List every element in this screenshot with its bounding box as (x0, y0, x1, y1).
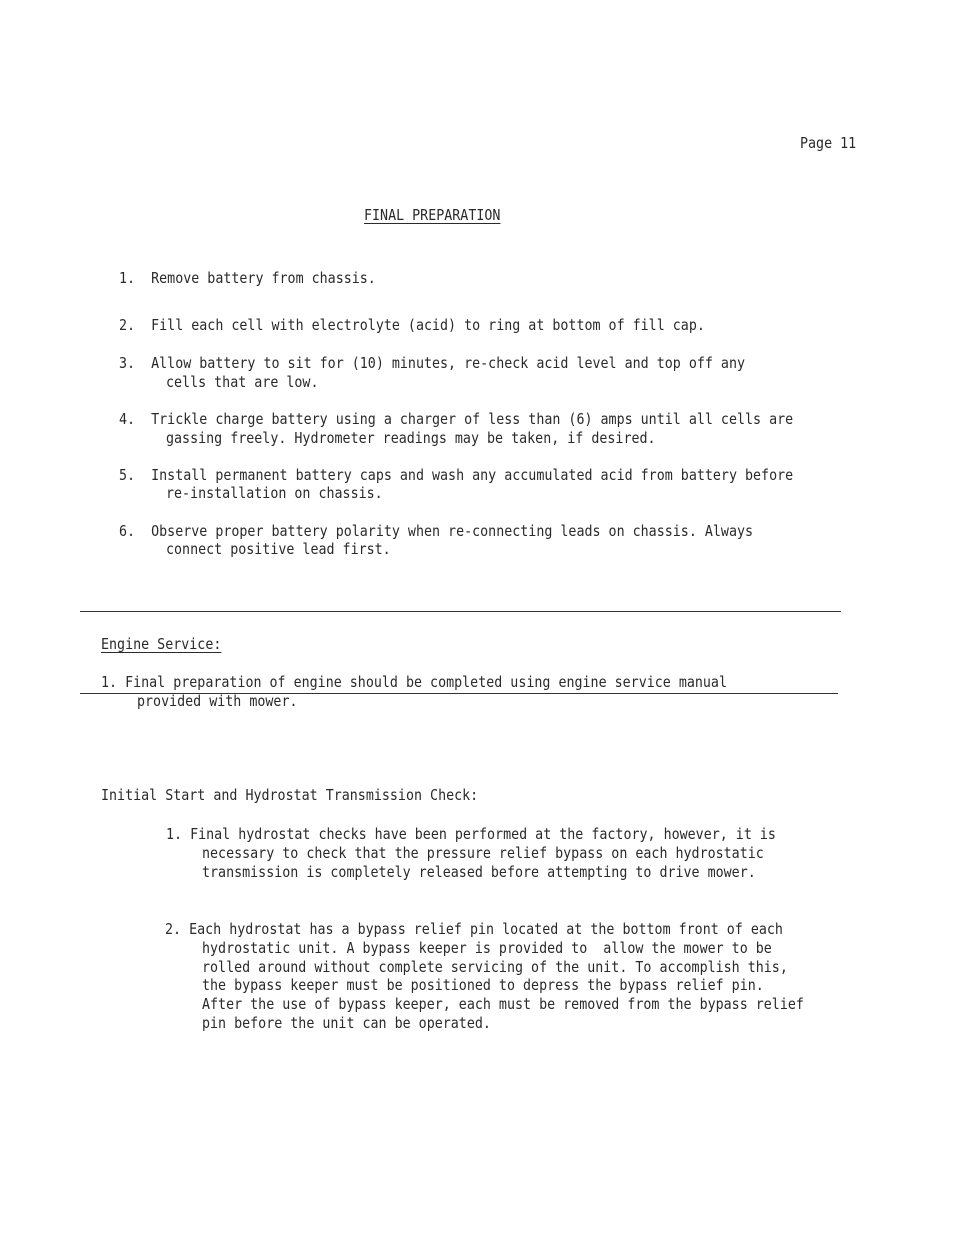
engine-service-heading: Engine Service: (100, 635, 222, 653)
step-4-continuation: gassing freely. Hydrometer readings may be taken, if desired. (166, 429, 656, 447)
item-2-line-4: the bypass keeper must be positioned to depress the bypass relief pin. (202, 976, 765, 994)
engine-service-line-2: provided with mower. (136, 692, 298, 710)
engine-service-bottom-rule (80, 693, 838, 694)
item-2-line-6: pin before the unit can be operated. (202, 1014, 492, 1032)
step-1: 1. Remove battery from chassis. (119, 269, 377, 287)
item-2-line-2: hydrostatic unit. A bypass keeper is provided to allow the mower to be (202, 939, 773, 957)
item-2-line-5: After the use of bypass keeper, each must be removed from the bypass relief (202, 995, 805, 1013)
page-number: Page 11 (799, 134, 856, 152)
engine-service-top-rule (80, 611, 841, 612)
item-1-line-1: 1. Final hydrostat checks have been performed at the factory, however, it is (166, 825, 777, 843)
item-2-line-1: 2. Each hydrostat has a bypass relief pin located at the bottom front of each (165, 920, 784, 938)
step-5-continuation: re-installation on chassis. (166, 484, 384, 502)
step-3-continuation: cells that are low. (166, 373, 319, 391)
step-5: 5. Install permanent battery caps and wash any accumulated acid from battery before (119, 466, 794, 484)
initial-start-heading: Initial Start and Hydrostat Transmission Check: (100, 786, 478, 804)
engine-service-line-1: 1. Final preparation of engine should be completed using engine service manual (100, 673, 727, 691)
step-4: 4. Trickle charge battery using a charger of less than (6) amps until all cells are (119, 410, 794, 428)
step-6: 6. Observe proper battery polarity when re-connecting leads on chassis. Always (119, 522, 754, 540)
section-title: FINAL PREPARATION (363, 206, 501, 224)
item-1-line-2: necessary to check that the pressure relief bypass on each hydrostatic (202, 844, 765, 862)
step-6-continuation: connect positive lead first. (166, 540, 392, 558)
item-1-line-3: transmission is completely released before attempting to drive mower. (202, 863, 757, 881)
step-2: 2. Fill each cell with electrolyte (acid) to ring at bottom of fill cap. (119, 316, 706, 334)
item-2-line-3: rolled around without complete servicing of the unit. To accomplish this, (202, 958, 789, 976)
step-3: 3. Allow battery to sit for (10) minutes, re-check acid level and top off any (119, 354, 746, 372)
